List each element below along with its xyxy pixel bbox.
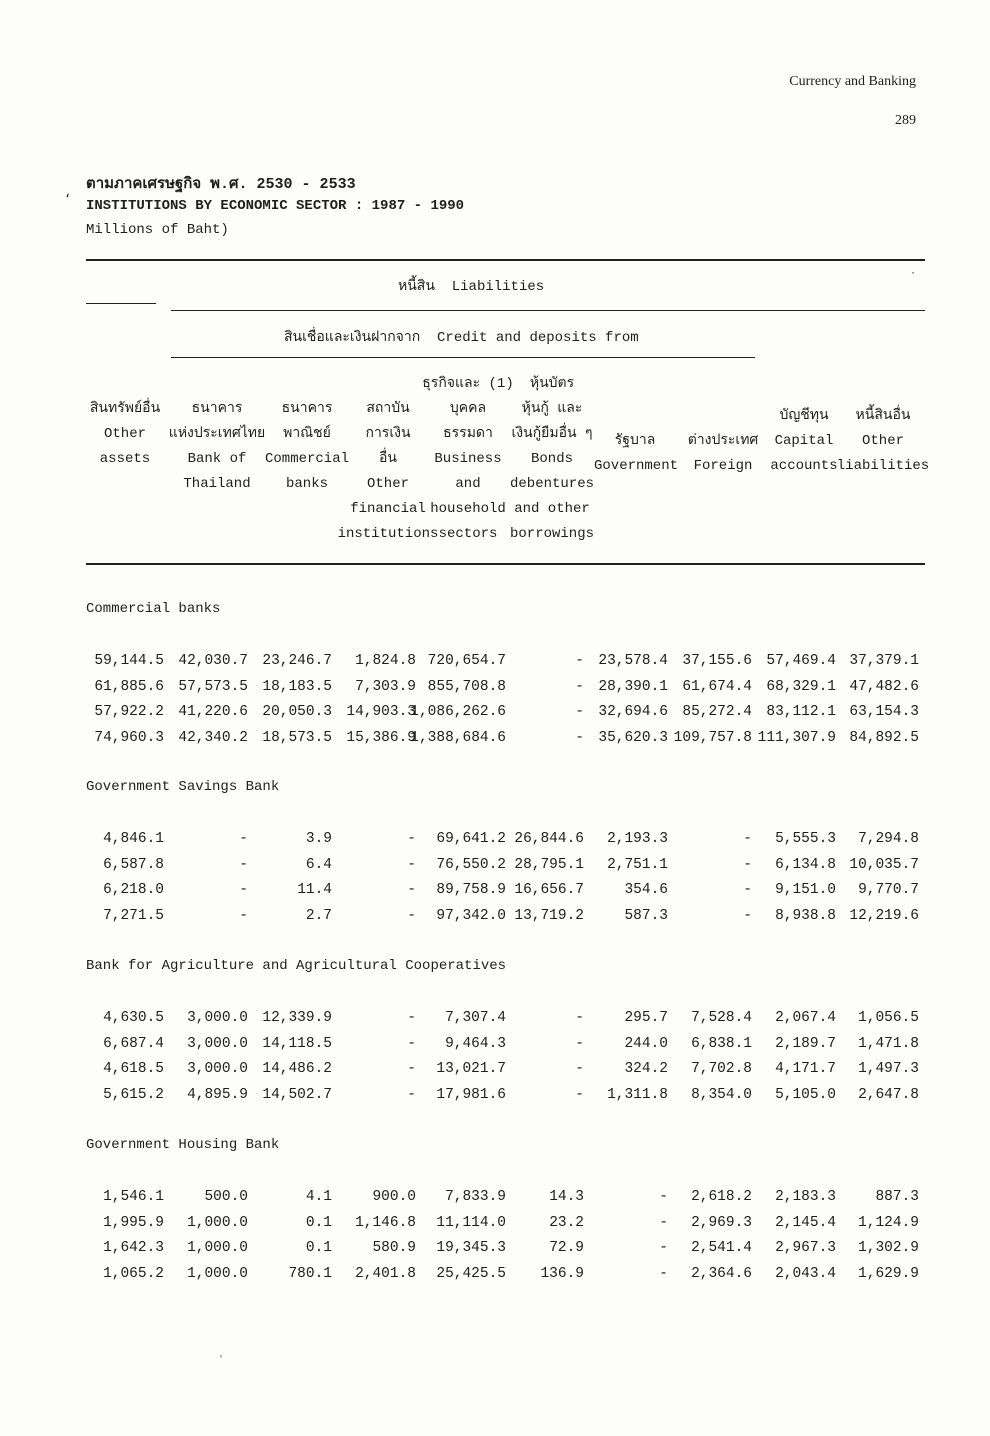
table-row [0,857,990,882]
table-cell: 61,885.6 [94,678,164,695]
table-cell: 1,065.2 [103,1265,164,1282]
table-cell: 37,155.6 [682,653,752,669]
table-cell: - [659,1189,668,1205]
col-header-line: บุคคล [449,401,487,417]
col-header-line: Thailand [183,476,251,492]
table-cell: 2,189.7 [775,1035,836,1052]
table-cell: 15,386.9 [346,729,416,746]
table-cell: 7,294.8 [858,831,919,847]
table-cell: 7,271.5 [103,907,164,924]
table-cell: 57,469.4 [766,653,836,669]
table-cell: 6,218.0 [103,882,164,898]
table-row [0,704,990,729]
table-cell: - [659,1240,668,1256]
table-cell: 9,464.3 [445,1035,506,1052]
col-header-line: สถาบัน [366,401,410,417]
col-header-line: ธรรมดา [443,426,493,442]
table-cell: 4,846.1 [103,831,164,847]
col-header-line: การเงิน [365,426,411,442]
table-cell: 3,000.0 [187,1010,248,1026]
table-cell: 42,340.2 [178,729,248,746]
table-cell: 4,171.7 [775,1061,836,1077]
table-cell: 18,573.5 [262,729,332,746]
table-cell: 14.3 [549,1189,584,1205]
col-header-line: household [430,501,506,517]
table-row [0,1189,990,1214]
table-row [0,831,990,856]
col-header-line: assets [99,451,151,467]
table-cell: 7,303.9 [355,678,416,695]
table-cell: 23,246.7 [262,653,332,669]
table-cell: 68,329.1 [766,678,836,695]
table-unit: Millions of Baht) [86,222,229,238]
table-cell: 35,620.3 [598,729,668,746]
column-header-other-assets [86,397,164,472]
col-header-line: accounts [770,458,838,474]
table-cell: 1,000.0 [187,1265,248,1282]
table-cell: 41,220.6 [178,704,248,720]
col-header-line: ธนาคาร [191,401,243,417]
table-cell: 4,630.5 [103,1010,164,1026]
table-cell: - [743,882,752,898]
table-cell: 13,021.7 [436,1061,506,1077]
col-header-line: Government [594,458,679,474]
table-cell: 2,183.3 [775,1189,836,1205]
section-label: Government Housing Bank [86,1137,280,1153]
table-cell: 7,833.9 [445,1189,506,1205]
col-header-line: หนี้สินอื่น [855,408,911,424]
table-cell: 324.2 [624,1061,668,1077]
col-header-line: borrowings [509,526,594,542]
table-cell: 6.4 [305,856,332,873]
column-header-bottom-rule [86,563,925,565]
col-header-line: Other [861,433,904,449]
col-header-line: บัญชีทุน [779,408,829,424]
table-cell: - [407,1086,416,1103]
table-cell: 83,112.1 [766,704,836,720]
table-cell: 84,892.5 [849,729,919,746]
table-cell: - [407,856,416,873]
table-cell: 6,587.8 [103,856,164,873]
table-title-thai: ตามภาคเศรษฐกิจ พ.ศ. 2530 - 2533 [86,176,356,193]
table-cell: 89,758.9 [436,882,506,898]
col-header-line: Foreign [693,458,753,474]
table-cell: 9,770.7 [858,882,919,898]
col-header-line: ต่างประเทศ [687,433,759,449]
table-cell: 14,118.5 [262,1035,332,1052]
table-top-rule [86,259,925,261]
table-cell: - [239,882,248,898]
table-cell: 6,838.1 [691,1035,752,1052]
credit-deposits-english: Credit and deposits from [437,330,639,346]
other-assets-header-rule [86,303,156,304]
table-cell: 1,000.0 [187,1240,248,1256]
table-cell: 1,086,262.6 [410,704,506,720]
table-row [0,882,990,907]
table-cell: 720,654.7 [427,653,506,669]
table-cell: 1,124.9 [858,1214,919,1231]
table-cell: 26,844.6 [514,831,584,847]
table-cell: 1,642.3 [103,1240,164,1256]
col-header-line: สินทรัพย์อื่น [89,401,161,417]
table-cell: - [407,1061,416,1077]
section-label: Government Savings Bank [86,779,280,795]
table-cell: - [575,704,584,720]
col-header-line: พาณิชย์ [283,426,331,442]
table-cell: 8,938.8 [775,907,836,924]
table-cell: 1,000.0 [187,1214,248,1231]
table-cell: - [575,1010,584,1026]
table-cell: 2.7 [305,907,332,924]
table-cell: 6,687.4 [103,1035,164,1052]
liabilities-group-header [398,275,544,297]
col-header-line: อื่น [379,451,397,467]
table-cell: 5,105.0 [775,1086,836,1103]
table-cell: - [743,831,752,847]
col-header-line: liabilities [836,458,930,474]
table-row [0,1010,990,1035]
margin-mark: ‘ [64,192,72,206]
table-cell: 11.4 [297,882,332,898]
column-header-government [594,429,679,479]
table-cell: 28,390.1 [598,678,668,695]
table-cell: 16,656.7 [514,882,584,898]
table-cell: 500.0 [204,1189,248,1205]
col-header-line: Bonds [530,451,573,467]
table-cell: 354.6 [624,882,668,898]
table-cell: 61,674.4 [682,678,752,695]
table-cell: 2,618.2 [691,1189,752,1205]
table-cell: - [659,1214,668,1231]
table-row [0,1240,990,1265]
table-cell: - [659,1265,668,1282]
table-cell: 1,311.8 [607,1086,668,1103]
table-cell: 1,824.8 [355,653,416,669]
table-cell: 4.1 [305,1189,332,1205]
table-cell: 295.7 [624,1010,668,1026]
section-label: Bank for Agriculture and Agricultural Cooperatives [86,958,507,974]
table-row [0,730,990,755]
table-cell: 855,708.8 [427,678,506,695]
table-cell: 57,573.5 [178,678,248,695]
column-header-bank-of-thailand [168,397,266,497]
table-cell: 74,960.3 [94,729,164,746]
table-cell: 2,145.4 [775,1214,836,1231]
liabilities-header-rule [171,310,925,311]
table-row [0,1266,990,1291]
col-header-line: debentures [509,476,594,492]
table-cell: 3,000.0 [187,1035,248,1052]
table-cell: 2,541.4 [691,1240,752,1256]
table-cell: 1,629.9 [858,1265,919,1282]
table-cell: 17,981.6 [436,1086,506,1103]
credit-deposits-subgroup-header [284,326,639,348]
table-cell: 47,482.6 [849,678,919,695]
table-cell: 9,151.0 [775,882,836,898]
table-cell: 780.1 [288,1265,332,1282]
table-cell: 6,134.8 [775,856,836,873]
table-cell: 1,056.5 [858,1010,919,1026]
col-header-line: Capital [774,433,834,449]
col-header-line: Business [434,451,502,467]
col-header-line: Other [366,476,409,492]
page-speck: ' [218,1354,225,1365]
table-cell: 1,302.9 [858,1240,919,1256]
section-label: Commercial banks [86,601,221,617]
table-row [0,1087,990,1112]
table-row [0,1215,990,1240]
table-cell: 1,995.9 [103,1214,164,1231]
column-header-other-liabilities [836,404,930,479]
table-cell: - [743,907,752,924]
col-header-line: sectors [438,526,498,542]
table-cell: - [575,1086,584,1103]
col-header-line: เงินกู้ยืมอื่น ๆ [511,426,593,442]
col-header-line: รัฐบาล [614,433,656,449]
table-cell: - [575,1061,584,1077]
table-cell: 109,757.8 [673,729,752,746]
table-cell: 8,354.0 [691,1086,752,1103]
table-row [0,908,990,933]
table-row [0,1036,990,1061]
table-cell: 72.9 [549,1240,584,1256]
table-cell: 2,043.4 [775,1265,836,1282]
col-header-line: Bank of [187,451,247,467]
table-row [0,679,990,704]
table-cell: 5,615.2 [103,1086,164,1103]
col-header-line: and other [514,501,590,517]
table-cell: - [239,831,248,847]
table-cell: 10,035.7 [849,856,919,873]
table-cell: 3,000.0 [187,1061,248,1077]
table-cell: 900.0 [372,1189,416,1205]
table-cell: 2,364.6 [691,1265,752,1282]
table-cell: 63,154.3 [849,704,919,720]
table-cell: 1,146.8 [355,1214,416,1231]
table-row [0,1061,990,1086]
column-header-bonds-debentures [504,372,600,547]
table-cell: 25,425.5 [436,1265,506,1282]
column-header-foreign [680,429,766,479]
table-cell: - [407,1010,416,1026]
table-cell: 14,903.3 [346,704,416,720]
table-cell: - [575,1035,584,1052]
credit-deposits-header-rule [171,357,755,358]
table-cell: - [575,678,584,695]
table-cell: 2,751.1 [607,856,668,873]
table-cell: 19,345.3 [436,1240,506,1256]
table-cell: - [407,831,416,847]
table-cell: 14,502.7 [262,1086,332,1103]
col-header-line: institutions [337,526,439,542]
table-cell: 23,578.4 [598,653,668,669]
table-cell: - [575,653,584,669]
table-cell: - [407,1035,416,1052]
liabilities-english: Liabilities [451,279,545,295]
table-cell: 18,183.5 [262,678,332,695]
table-cell: 580.9 [372,1240,416,1256]
table-cell: 7,528.4 [691,1010,752,1026]
table-cell: 97,342.0 [436,907,506,924]
table-cell: 12,339.9 [262,1010,332,1026]
col-header-line: banks [285,476,328,492]
table-cell: 587.3 [624,907,668,924]
table-cell: 2,647.8 [858,1086,919,1103]
column-header-capital-accounts [766,404,842,479]
col-header-line: financial [350,501,426,517]
table-cell: 4,618.5 [103,1061,164,1077]
table-cell: 85,272.4 [682,704,752,720]
col-header-line: Other [103,426,146,442]
running-title: Currency and Banking [789,74,916,89]
table-cell: 12,219.6 [849,907,919,924]
table-cell: 7,307.4 [445,1010,506,1026]
table-cell: 2,969.3 [691,1214,752,1231]
table-cell: 2,401.8 [355,1265,416,1282]
col-header-line: ธุรกิจและ (1) [422,376,514,392]
table-cell: 7,702.8 [691,1061,752,1077]
table-cell: 3.9 [305,831,332,847]
col-header-line: หุ้นบัตร [529,376,575,392]
col-header-line: and [455,476,481,492]
col-header-line: ธนาคาร [281,401,333,417]
table-cell: 5,555.3 [775,831,836,847]
table-cell: 13,719.2 [514,907,584,924]
table-cell: 59,144.5 [94,653,164,669]
table-cell: 0.1 [305,1214,332,1231]
table-cell: 2,967.3 [775,1240,836,1256]
table-cell: 11,114.0 [436,1214,506,1231]
liabilities-thai: หนี้สิน [398,279,435,295]
table-cell: 887.3 [875,1189,919,1205]
table-cell: 76,550.2 [436,856,506,873]
table-cell: 32,694.6 [598,704,668,720]
table-cell: - [239,907,248,924]
credit-deposits-thai: สินเชื่อและเงินฝากจาก [284,330,421,346]
table-cell: 1,546.1 [103,1189,164,1205]
table-cell: 0.1 [305,1240,332,1256]
table-cell: 1,388,684.6 [410,729,506,746]
column-header-business-household [420,372,516,547]
table-cell: - [575,729,584,746]
col-header-line: Commercial [264,451,349,467]
table-cell: 20,050.3 [262,704,332,720]
col-header-line: หุ้นกู้ และ [521,401,583,417]
table-cell: - [743,856,752,873]
table-row [0,653,990,678]
page-speck: · [910,268,917,279]
table-cell: 136.9 [540,1265,584,1282]
page-number: 289 [895,113,916,128]
table-cell: 244.0 [624,1035,668,1052]
table-cell: - [239,856,248,873]
table-cell: 69,641.2 [436,831,506,847]
table-cell: 4,895.9 [187,1086,248,1103]
table-cell: 111,307.9 [757,729,836,746]
table-cell: 28,795.1 [514,856,584,873]
table-cell: 1,471.8 [858,1035,919,1052]
col-header-line: แห่งประเทศไทย [168,426,266,442]
table-cell: 1,497.3 [858,1061,919,1077]
table-cell: 23.2 [549,1214,584,1231]
table-cell: 2,067.4 [775,1010,836,1026]
table-cell: 2,193.3 [607,831,668,847]
table-cell: 42,030.7 [178,653,248,669]
table-cell: 37,379.1 [849,653,919,669]
table-cell: 57,922.2 [94,704,164,720]
table-cell: - [407,882,416,898]
table-title-english: INSTITUTIONS BY ECONOMIC SECTOR : 1987 - 1990 [86,198,465,214]
table-cell: 14,486.2 [262,1061,332,1077]
table-cell: - [407,907,416,924]
